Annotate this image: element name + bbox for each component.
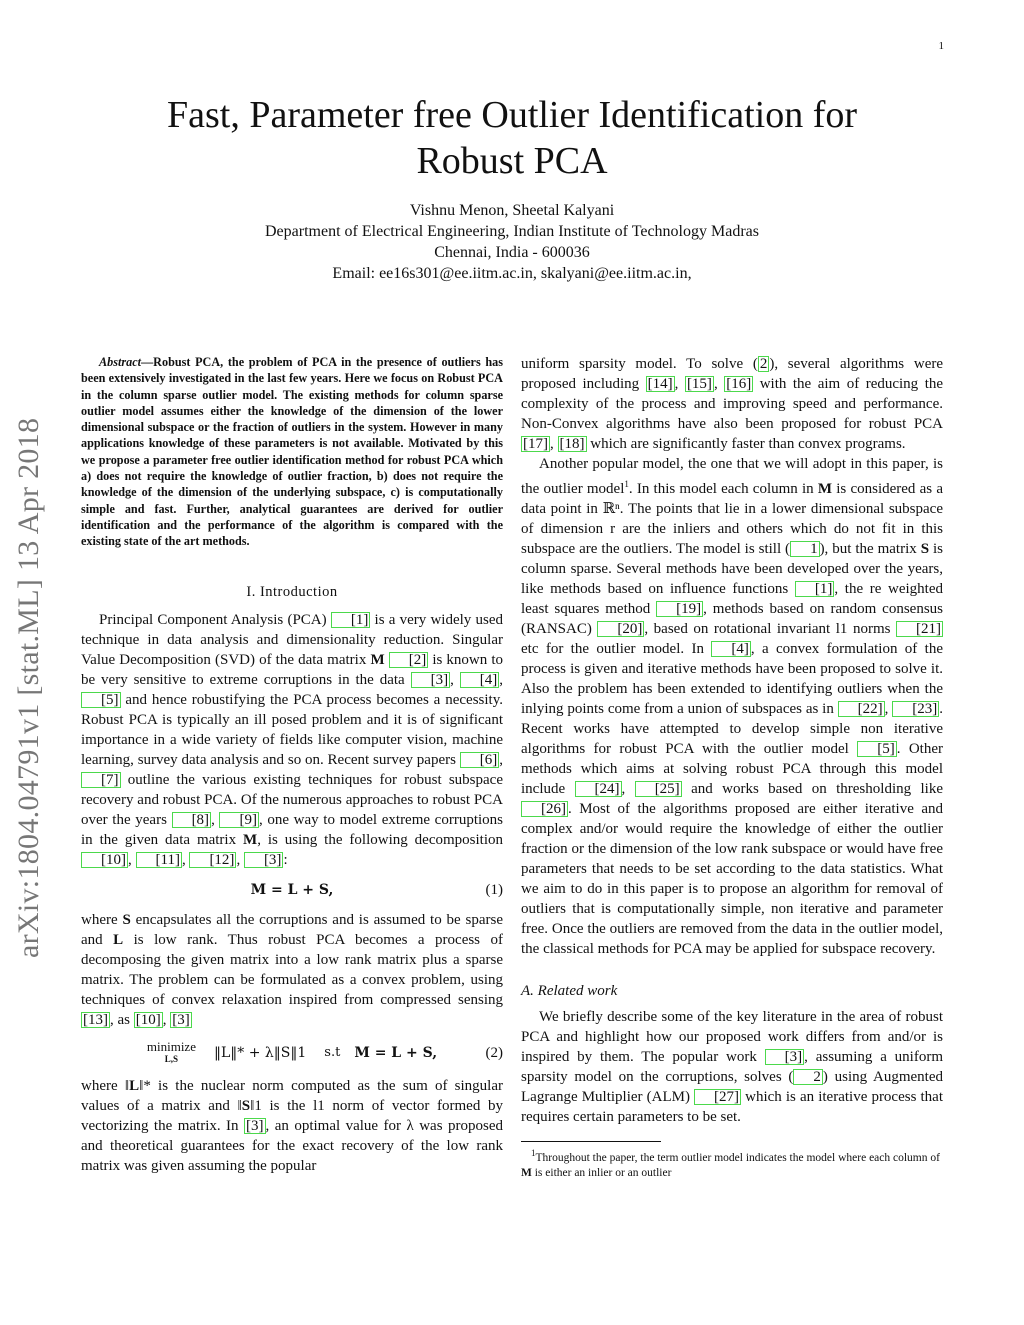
citation-link[interactable]: [3] [172, 1011, 190, 1028]
citation-link[interactable]: [4] [711, 641, 751, 657]
bold-symbol: M [243, 831, 258, 848]
paper-title [100, 92, 924, 184]
citation-link[interactable]: [6] [460, 752, 500, 768]
citation-link[interactable]: [12] [189, 852, 236, 868]
citation-link[interactable]: [15] [686, 376, 712, 392]
citation-link[interactable]: [1] [331, 612, 371, 628]
citation-link[interactable]: [5] [857, 741, 897, 757]
right-paragraph-1: uniform sparsity model. To solve ( 2 ), several algorithms were proposed including [14] , [15] , [16] with the aim of reducing the complexity of the process and improving speed and performance. Non-Convex algorithms have also been proposed for robust PCA [17] , [18] which are significantly faster than convex programs. [521, 356, 944, 452]
author-block [100, 200, 924, 284]
right-paragraph-2: Another popular model, the one that we will adopt in this paper, is the outlier model$^1$. In this model each column in M is considered as a data point in ℝⁿ. The points that lie in a lower dimensional subspace of dimension r are the inliers and others which do not fit in this subspace are the outliers. The model is still ( 1 ), but the matrix S is column sparse. Several methods have been developed over the years, like methods based on influence functions [1] , the re weighted least squares method [19] , methods based on random consensus (RANSAC) [20] , based on rotational invariant l1 norms [21] etc for the outlier model. In [4] , a convex formulation of the process is given and iterative methods have been proposed to solve it. Also the problem has been extended to identifying outliers when the inlying points come from a union of subspaces as in [22] , [23] . Recent works have attempted to develop simple non iterative algorithms for robust PCA with the outlier model [5] . Other methods which aims at solving robust PCA through this model include [24] , [25] and works based on thresholding like [26] . Most of the algorithms proposed are either iterative and complex and/or would require the knowledge of either the outlier fraction or the dimension of the low rank subspace or would have free parameters that needs to be set according to the data statistics. What we aim to do in this paper is to propose an algorithm for removal of outliers that is computationally simple, non iterative and parameter free. Once the outliers are removed from the data in the outlier model, the classical methods for PCA may be applied for subspace recovery. [521, 456, 943, 957]
footnote-divider [521, 1141, 661, 1142]
title-line-2: Robust PCA [416, 140, 608, 182]
citation-link[interactable]: [19] [656, 601, 703, 617]
bold-symbol: M [370, 651, 385, 668]
author-location: Chennai, India - 600036 [434, 244, 590, 261]
citation-link[interactable]: 2 [793, 1069, 823, 1085]
citation-link[interactable]: [11] [136, 852, 182, 868]
citation-link[interactable]: [3] [411, 672, 451, 688]
footnote-marker[interactable]: 1 [624, 479, 629, 489]
abstract-text: —Robust PCA, the problem of PCA in the presence of outliers has been extensively investigated in the last few years. Here we focus on Robust PCA in the column sparse outlier model. The existing methods for column sparse outlier model assumes either the knowledge of the dimension of the lower dimensional subspace or the fraction of outliers in the system. However in many applications knowledge of these parameters is not available. Motivated by this we propose a parameter free outlier identification method for robust PCA which a) does not require the knowledge of outlier fraction, b) does not require the knowledge of the dimension of the underlying subspace, c) is computationally simple and fast. Further, analytical guarantees are derived for outlier identification and the performance of the algorithm is compared with the existing state of the art methods. [81, 355, 503, 549]
citation-link[interactable]: [25] [635, 781, 682, 797]
title-line-1: Fast, Parameter free Outlier Identification for [166, 94, 858, 136]
citation-link[interactable]: [13] [83, 1011, 108, 1028]
citation-link[interactable]: [22] [838, 701, 885, 717]
citation-link[interactable]: [3] [246, 1117, 264, 1134]
citation-link[interactable]: 1 [790, 541, 820, 557]
author-department: Department of Electrical Engineering, Indian Institute of Technology Madras [265, 223, 759, 240]
footnote-marker[interactable]: 1 [531, 1148, 536, 1158]
equation-2-constraint: M = L + S, [354, 1044, 438, 1061]
equation-2-minimize-label: minimize [146, 1038, 196, 1054]
bold-symbol: L [113, 931, 124, 948]
abstract-label: Abstract [99, 355, 141, 369]
abstract [81, 354, 503, 550]
citation-link[interactable]: [23] [892, 701, 939, 717]
page-number: 1 [938, 40, 944, 52]
author-names: Vishnu Menon, Sheetal Kalyani [409, 202, 615, 219]
author-email: Email: ee16s301@ee.iitm.ac.in, skalyani@ee.iitm.ac.in, [332, 265, 692, 282]
citation-link[interactable]: 2 [759, 356, 768, 372]
equation-1-number: (1) [485, 881, 503, 898]
citation-link[interactable]: [17] [523, 436, 548, 452]
citation-link[interactable]: [3] [244, 852, 284, 868]
intro-paragraph-3: where ‖L‖* is the nuclear norm computed as the sum of singular values of a matrix and ‖S‖1 is the l1 norm of vector formed by vectorizing the matrix. In [3] , an optimal value for λ was proposed and theoretical guarantees for the exact recovery of the low rank matrix was given assuming the popular [81, 1077, 504, 1174]
citation-link[interactable]: [2] [389, 652, 429, 668]
citation-link[interactable]: [26] [521, 801, 568, 817]
intro-paragraph-1: Principal Component Analysis (PCA) [1] is a very widely used technique in data analysis and dimensionality reduction. Singular Value Decomposition (SVD) of the data matrix M [2] is known to be very sensitive to extreme corruptions in the data [3] , [4] , [5] and hence robustifying the PCA process becomes a necessity. Robust PCA is typically an ill posed problem and it is of significant importance in a wide variety of fields like computer vision, machine learning, survey data analysis and so on. Recent survey papers [6] , [7] outline the various existing techniques for robust subspace recovery and robust PCA. Of the numerous approaches to robust PCA over the years [8] , [9] , one way to model extreme corruptions in the given data matrix M, is using the following decomposition [10] , [11] , [12] , [3] : [81, 611, 504, 868]
footnote-1: $^1$Throughout the paper, the term outlier model indicates the model where each column of M is either an inlier or an outlier [521, 1148, 940, 1179]
citation-link[interactable]: [9] [219, 812, 259, 828]
citation-link[interactable]: [4] [460, 672, 500, 688]
citation-link[interactable]: [18] [559, 436, 585, 452]
citation-link[interactable]: [27] [694, 1089, 741, 1105]
bold-symbol: S [122, 911, 131, 928]
equation-2-minimize-subscript: L,S [164, 1053, 179, 1064]
equation-2-minimize [146, 1038, 196, 1065]
citation-link[interactable]: [10] [81, 852, 128, 868]
intro-paragraph-2: where S encapsulates all the corruptions and is assumed to be sparse and L is low rank. Thus robust PCA becomes a process of decomposing the given matrix into a low rank matrix plus a sparse matrix. The problem can be formulated as a convex problem, using techniques of convex relaxation inspired from compressed sensing [13] , as [10] , [3] [81, 911, 503, 1028]
citation-link[interactable]: [20] [597, 621, 644, 637]
citation-link[interactable]: [5] [81, 692, 121, 708]
related-work-paragraph: We briefly describe some of the key literature in the area of robust PCA and highlight how our proposed work differs from and/or is inspired by them. The popular work [3] , assuming a uniform sparsity model on the corruptions, solves ( 2 ) using Augmented Lagrange Multiplier (ALM) [27] which is an iterative process that requires certain parameters to be set. [521, 1009, 944, 1125]
citation-link[interactable]: [24] [575, 781, 622, 797]
right-column [521, 354, 943, 1181]
equation-2-objective: ‖L‖* + λ‖S‖1 [213, 1044, 307, 1061]
bold-symbol: M [817, 481, 833, 497]
bold-symbol: S [920, 541, 930, 557]
left-column [81, 354, 503, 1176]
citation-link[interactable]: [3] [765, 1049, 805, 1065]
bold-symbol: M [521, 1166, 532, 1179]
bold-symbol: S [241, 1097, 251, 1114]
arxiv-identifier: arXiv:1804.04791v1 [stat.ML] 13 Apr 2018 [12, 417, 45, 958]
citation-link[interactable]: [14] [647, 376, 673, 392]
subsection-heading-related-work: A. Related work [521, 983, 618, 999]
section-heading-introduction: I. Introduction [246, 583, 338, 600]
citation-link[interactable]: [7] [81, 772, 121, 788]
equation-1-body: M = L + S, [250, 881, 334, 898]
citation-link[interactable]: [1] [795, 581, 835, 597]
equation-2-number: (2) [485, 1044, 503, 1061]
bold-symbol: L [129, 1077, 140, 1094]
citation-link[interactable]: [8] [172, 812, 212, 828]
citation-link[interactable]: [21] [896, 621, 943, 637]
citation-link[interactable]: [10] [135, 1011, 161, 1028]
equation-2 [81, 1036, 503, 1070]
equation-1 [81, 876, 503, 904]
citation-link[interactable]: [16] [726, 376, 752, 392]
equation-2-subject-to: s.t [324, 1044, 341, 1060]
